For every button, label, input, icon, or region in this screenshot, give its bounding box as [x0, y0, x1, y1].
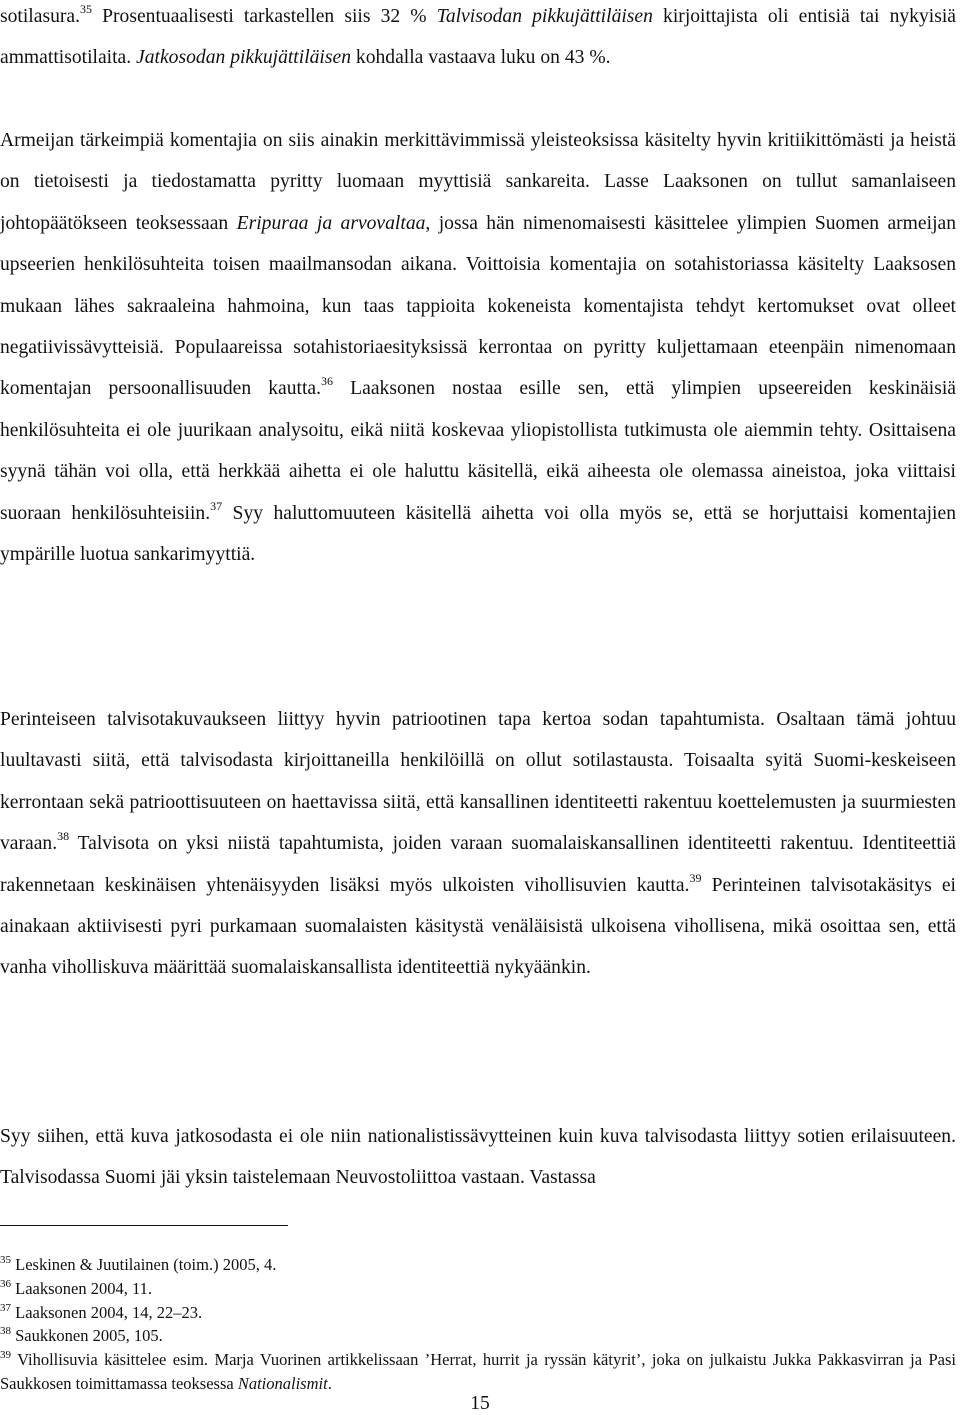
- footnote-ref-36[interactable]: 36: [321, 374, 334, 389]
- footnote-38: [0, 1324, 956, 1348]
- footnote-35: [0, 1253, 956, 1277]
- text-run: Prosentuaalisesti tarkastellen siis 32 %: [92, 6, 437, 27]
- footnote-text: Laaksonen 2004, 14, 22–23.: [11, 1302, 203, 1322]
- book-title-italic: Jatkosodan pikkujättiläisen: [136, 47, 351, 69]
- text-run: Laaksonen nostaa esille sen, että ylimpien upseereiden keskinäisiä henkilösuhteita ei ole juurikaan analysoitu, eikä niitä koskevaa yliopistollista tutkimusta ole aiemmin tehty. Osittaisena syynä tähän voi olla, että herkkää aihetta ei ole haluttu käsitellä, eikä aiheesta ole olemassa aineistoa, joka viittaisi suoraan henkilösuhteisiin.: [0, 378, 956, 524]
- text-run: Perinteiseen talvisotakuvaukseen liittyy hyvin patriootinen tapa kertoa sodan tapahtumista. Osaltaan tämä johtuu luultavasti siitä, että talvisodasta kirjoittaneilla henkilöillä on ollut sotilastausta. Toisaalta syitä Suomi-keskeiseen kerrontaan sekä patrioottisuuteen on haettavissa siitä, että kansallinen identiteetti rakentuu koettelemusten ja suurmiesten varaan.: [0, 709, 956, 855]
- paragraph-patriotism: [0, 699, 956, 989]
- footnote-39: [0, 1348, 956, 1396]
- footnote-number: 35: [0, 1254, 11, 1266]
- footnote-text: Leskinen & Juutilainen (toim.) 2005, 4.: [11, 1255, 277, 1274]
- text-run: Syy siihen, että kuva jatkosodasta ei ole niin nationalistissävytteinen kuin kuva talvisodasta liittyy sotien erilaisuuteen. Talvisodassa Suomi jäi yksin taistelemaan Neuvostoliittoa vastaan. Vastassa: [0, 1126, 956, 1189]
- footnote-ref-37[interactable]: 37: [210, 498, 223, 513]
- footnote-ref-35[interactable]: 35: [80, 2, 92, 16]
- page-number: 15: [470, 1393, 490, 1414]
- footnote-ref-39[interactable]: 39: [689, 870, 702, 885]
- footnotes: [0, 1253, 956, 1396]
- text-run: Armeijan tärkeimpiä komentajia on siis ainakin merkittävimmissä yleisteoksissa käsitelty hyvin kritiikittömästi ja heistä on tietoisesti ja tiedostamatta pyritty luomaan myyttisiä sankareita. Lasse Laaksonen on tullut samanlaiseen johtopäätökseen teoksessaan: [0, 130, 956, 234]
- text-run: Syy haluttomuuteen käsitellä aihetta voi olla myös se, että se horjuttaisi komentajien ympärille luotua sankarimyyttiä.: [0, 502, 956, 566]
- text-run: Talvisota on yksi niistä tapahtumista, joiden varaan suomalaiskansallinen identiteetti rakentuu. Identiteettiä rakennetaan keskinäisen yhtenäisyyden lisäksi myös ulkoisten vihollisuvien kautta.: [0, 833, 956, 896]
- paragraph-commanders: [0, 120, 956, 575]
- book-title-italic: Nationalismit: [237, 1373, 328, 1393]
- text-run: Perinteinen talvisotakäsitys ei ainakaan aktiivisesti pyri purkamaan suomalaisten käsitystä venäläisistä ulkoisena vihollisena, mikä osoittaa sen, että vanha viholliskuva määrittää suomalaiskansallista identiteettiä nykyäänkin.: [0, 874, 957, 979]
- footnote-text: Vihollisuvia käsittelee esim. Marja Vuorinen artikkelissaan ’Herrat, hurrit ja ryssän kätyrit’, joka on julkaistu Jukka Pakkasvirran ja Pasi Saukkosen toimittamassa teoksessa: [0, 1350, 956, 1393]
- text-run: sotilasura.: [0, 6, 80, 27]
- book-title-italic: Eripuraa ja arvovaltaa: [236, 212, 426, 234]
- footnote-37: [0, 1301, 956, 1325]
- footnote-separator: [0, 1225, 288, 1226]
- footnote-text: Saukkonen 2005, 105.: [11, 1326, 163, 1346]
- footnote-number: 36: [0, 1277, 11, 1290]
- text-run: kirjoittajista oli entisiä tai nykyisiä ammattisotilaita.: [0, 6, 956, 69]
- footnote-ref-38[interactable]: 38: [57, 829, 70, 844]
- footnote-number: 38: [0, 1325, 11, 1338]
- text-run: kohdalla vastaava luku on 43 %.: [351, 47, 611, 69]
- text-run: , jossa hän nimenomaisesti käsittelee ylimpien Suomen armeijan upseerien henkilösuhteita toisen maailmansodan aikana. Voittoisia komentajia on sotahistoriassa käsitelty Laaksosen mukaan lähes sakraaleina hahmoina, kun taas tappioita kokeneista komentajista tehdyt kertomukset ovat olleet negatiivissävytteisiä. Populaareissa sotahistoriaesityksissä kerrontaa on pyritty kuljettamaan eteenpäin nimenomaan komentajan persoonallisuuden kautta.: [0, 212, 957, 400]
- footnote-number: 37: [0, 1301, 11, 1314]
- footnote-36: [0, 1277, 956, 1301]
- paragraph-continuation-war: [0, 1116, 956, 1199]
- paragraph-continuation: [0, 0, 956, 79]
- footnote-text-end: .: [327, 1373, 332, 1393]
- footnote-number: 39: [0, 1349, 11, 1362]
- footnote-text: Laaksonen 2004, 11.: [11, 1278, 152, 1298]
- book-title-italic: Talvisodan pikkujättiläisen: [436, 6, 653, 27]
